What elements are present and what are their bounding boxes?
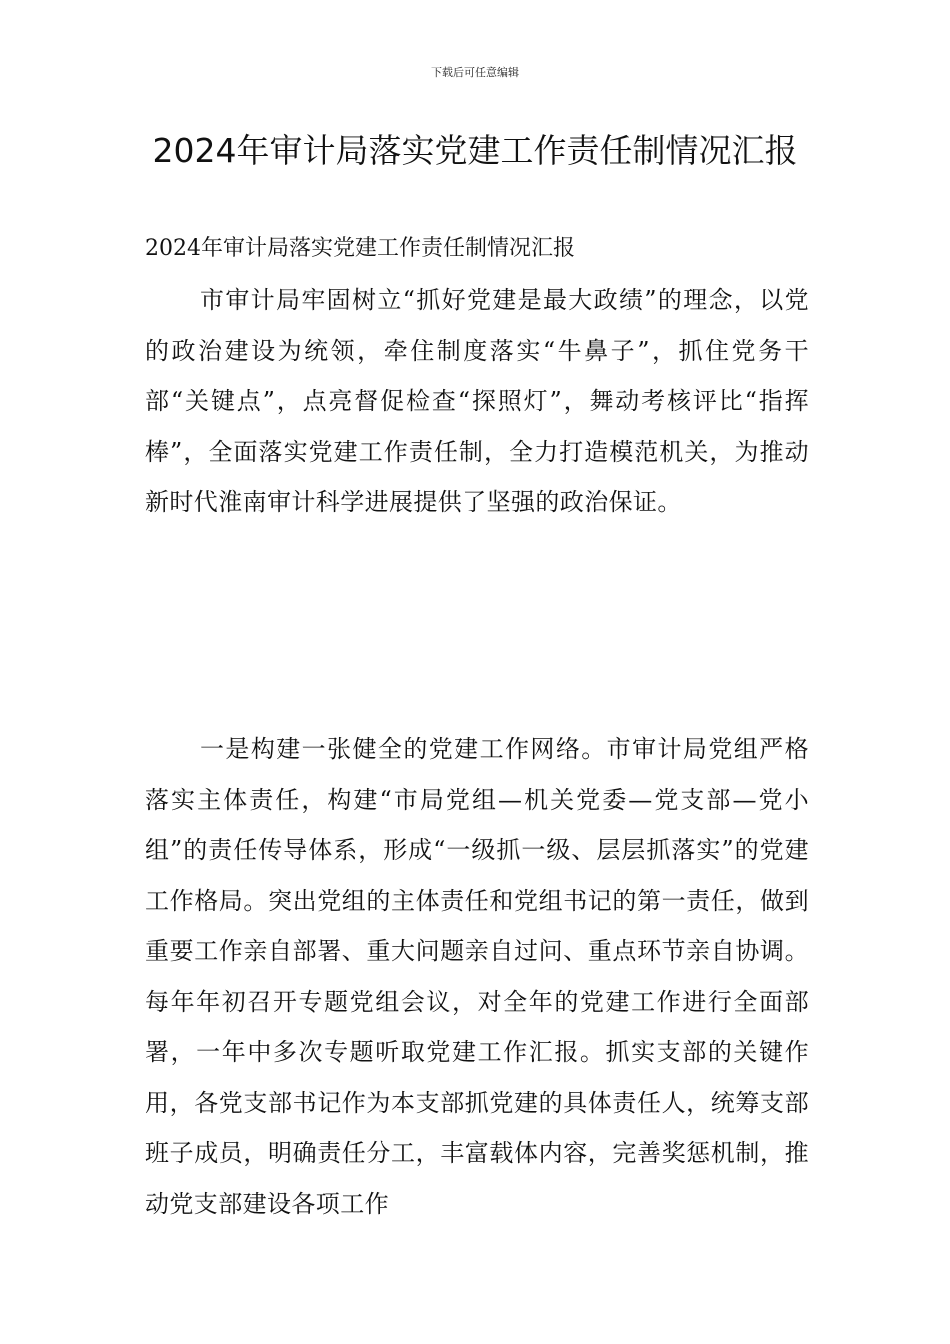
document-subtitle: 2024年审计局落实党建工作责任制情况汇报: [145, 236, 575, 261]
download-note: 下载后可任意编辑: [431, 66, 519, 79]
document-title: 2024年审计局落实党建工作责任制情况汇报: [152, 131, 798, 170]
paragraph-section-one: 一是构建一张健全的党建工作网络。市审计局党组严格落实主体责任，构建“市局党组—机关党委—党支部—党小组”的责任传导体系，形成“一级抓一级、层层抓落实”的党建工作格局。突出党组的主体责任和党组书记的第一责任，做到重要工作亲自部署、重大问题亲自过问、重点环节亲自协调。每年年初召开专题党组会议，对全年的党建工作进行全面部署，一年中多次专题听取党建工作汇报。抓实支部的关键作用，各党支部书记作为本支部抓党建的具体责任人，统筹支部班子成员，明确责任分工，丰富载体内容，完善奖惩机制，推动党支部建设各项工作: [145, 735, 809, 1218]
paragraph-intro: 市审计局牢固树立“抓好党建是最大政绩”的理念，以党的政治建设为统领，牵住制度落实“牛鼻子”，抓住党务干部“关键点”，点亮督促检查“探照灯”，舞动考核评比“指挥棒”，全面落实党建工作责任制，全力打造模范机关，为推动新时代淮南审计科学进展提供了坚强的政治保证。: [145, 286, 809, 516]
